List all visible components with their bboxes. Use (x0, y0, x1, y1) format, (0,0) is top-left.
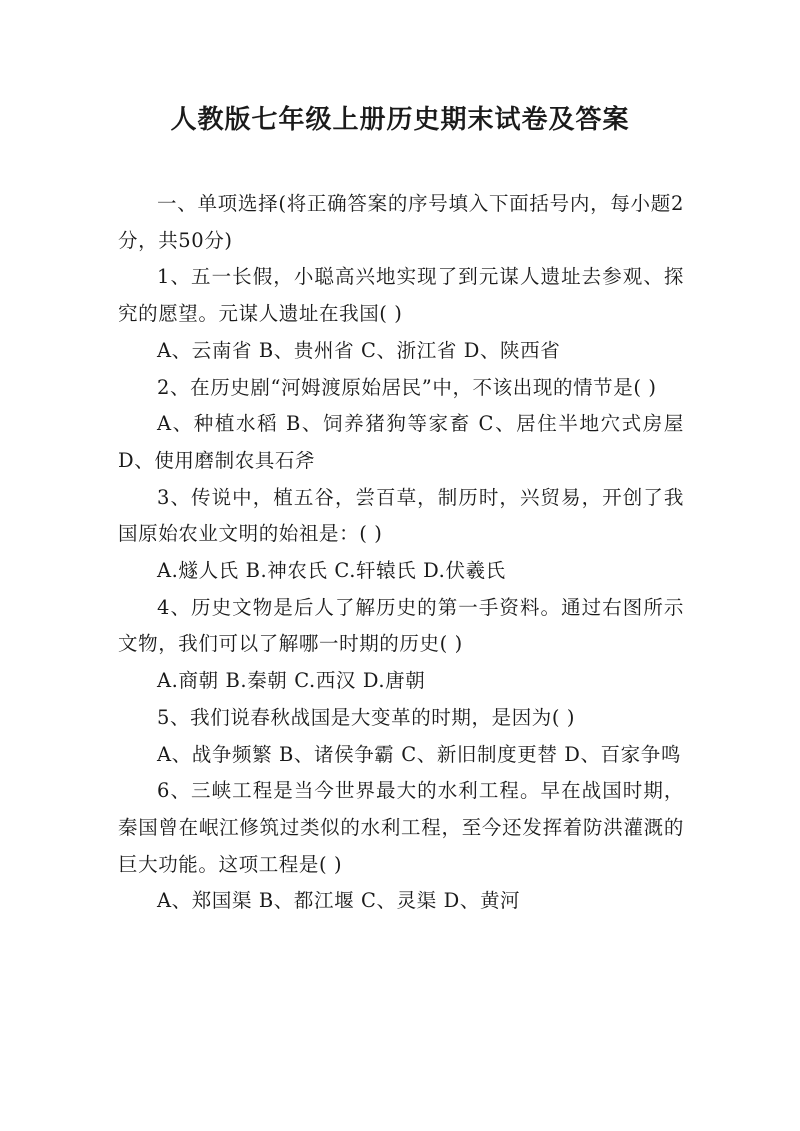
question-5: 5、我们说春秋战国是大变革的时期，是因为( ) (157, 705, 576, 729)
section-heading: 一、单项选择(将正确答案的序号填入下面括号内，每小题2分，共50分) (118, 192, 684, 252)
document-title: 人教版七年级上册历史期末试卷及答案 (170, 105, 630, 135)
question-1: 1、五一长假，小聪高兴地实现了到元谋人遗址去参观、探究的愿望。元谋人遗址在我国( ) (118, 265, 684, 326)
question-3-options: A.燧人氏 B.神农氏 C.轩辕氏 D.伏羲氏 (157, 559, 506, 583)
question-5-options: A、战争频繁 B、诸侯争霸 C、新旧制度更替 D、百家争鸣 (157, 742, 681, 766)
question-1-options: A、云南省 B、贵州省 C、浙江省 D、陕西省 (157, 338, 561, 362)
question-6-options: A、郑国渠 B、都江堰 C、灵渠 D、黄河 (157, 889, 521, 913)
question-2: 2、在历史剧“河姆渡原始居民”中，不该出现的情节是( ) (157, 375, 657, 399)
question-6: 6、三峡工程是当今世界最大的水利工程。早在战国时期，秦国曾在岷江修筑过类似的水利工程，至今还发挥着防洪灌溉的巨大功能。这项工程是( ) (118, 779, 684, 876)
document-body (118, 186, 684, 920)
question-4-options: A.商朝 B.秦朝 C.西汉 D.唐朝 (157, 669, 426, 693)
question-4: 4、历史文物是后人了解历史的第一手资料。通过右图所示文物，我们可以了解哪一时期的历史( ) (118, 595, 684, 656)
question-3: 3、传说中，植五谷，尝百草，制历时，兴贸易，开创了我国原始农业文明的始祖是：( ) (118, 485, 684, 546)
question-2-options: A、种植水稻 B、饲养猪狗等家畜 C、居住半地穴式房屋 D、使用磨制农具石斧 (118, 412, 684, 472)
